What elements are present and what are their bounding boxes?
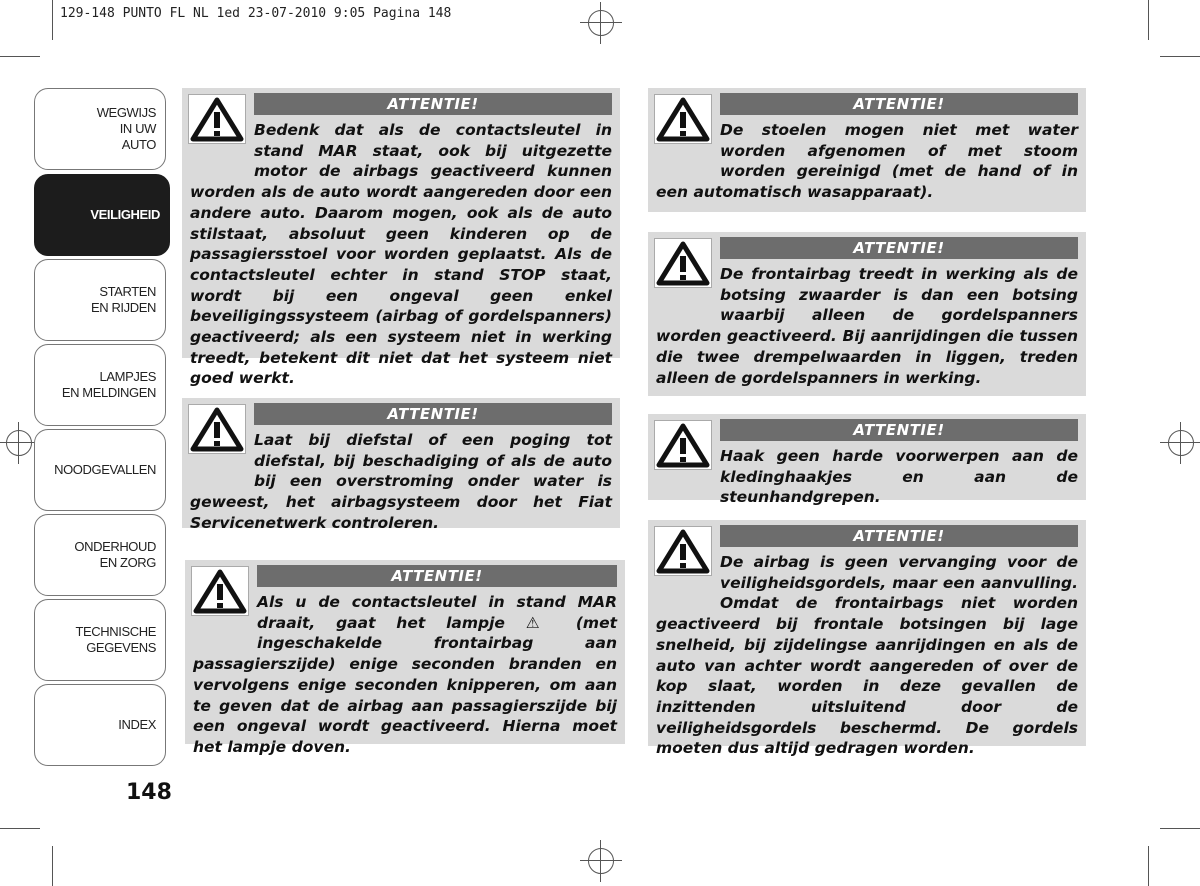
tab-onderhoud[interactable]: ONDERHOUD EN ZORG [34, 514, 166, 596]
warning-triangle-icon [188, 404, 246, 454]
warning-box [648, 232, 1086, 396]
warning-title: ATTENTIE! [257, 565, 617, 587]
warning-triangle-icon [654, 526, 712, 576]
tab-wegwijs[interactable]: WEGWIJS IN UW AUTO [34, 88, 166, 170]
registration-mark-icon [1168, 430, 1194, 456]
tab-starten[interactable]: STARTEN EN RIJDEN [34, 259, 166, 341]
tab-index[interactable]: INDEX [34, 684, 166, 766]
warning-box [182, 398, 620, 532]
warning-text: Als u de contactsleutel in stand MAR draait, gaat het lampje ⚠ (met ingeschakelde frontairbag aan passagierszijde) enige seconden branden en vervolgens enige seconden knipperen, om aan te geven dat de airbag aan passagierszijde bij een ongeval wordt geactiveerd. Hierna moet het lampje doven. [193, 593, 617, 756]
warning-box [185, 560, 625, 756]
warning-title: ATTENTIE! [720, 419, 1078, 441]
tab-lampjes[interactable]: LAMPJES EN MELDINGEN [34, 344, 166, 426]
warning-text: De airbag is geen vervanging voor de veiligheidsgordels, maar een aanvulling. Omdat de frontairbags niet worden geactiveerd bij frontale botsingen bij lage snelheid, bij zijdelingse aanrijdingen en als de auto van achter wordt aangereden of over de kop slaat, worden in deze gevallen de inzittenden uitsluitend door de veiligheidsgordels beschermd. De gordels moeten dus altijd gedragen worden. [656, 553, 1078, 758]
warning-triangle-icon [654, 420, 712, 470]
crop-mark [52, 0, 53, 40]
warning-text: De frontairbag treedt in werking als de botsing zwaarder is dan een botsing waarbij alleen de gordelspanners worden geactiveerd. Bij aanrijdingen die tussen die twee drempelwaarden in liggen, treden alleen de gordelspanners in werking. [656, 265, 1078, 387]
warning-triangle-icon [654, 94, 712, 144]
page-number: 148 [126, 780, 172, 805]
warning-box [648, 88, 1086, 212]
warning-text: Laat bij diefstal of een poging tot diefstal, bij beschadiging of als de auto bij een overstroming onder water is geweest, het airbagsysteem door het Fiat Servicenetwerk controleren. [190, 431, 612, 532]
warning-text: Haak geen harde voorwerpen aan de kledinghaakjes en aan de steunhandgrepen. [720, 447, 1078, 507]
crop-mark [52, 846, 53, 886]
warning-title: ATTENTIE! [720, 93, 1078, 115]
warning-text: De stoelen mogen niet met water worden afgenomen of met stoom worden gereinigd (met de hand of in een automatisch wasapparaat). [656, 121, 1078, 202]
warning-box [648, 520, 1086, 758]
crop-mark [1148, 0, 1149, 40]
crop-mark [1148, 846, 1149, 886]
tab-noodgevallen[interactable]: NOODGEVALLEN [34, 429, 166, 511]
registration-mark-icon [588, 848, 614, 874]
warning-triangle-icon [191, 566, 249, 616]
warning-title: ATTENTIE! [720, 525, 1078, 547]
crop-mark [1160, 56, 1200, 57]
tab-technische[interactable]: TECHNISCHE GEGEVENS [34, 599, 166, 681]
crop-mark [0, 828, 40, 829]
warning-title: ATTENTIE! [720, 237, 1078, 259]
warning-text: Bedenk dat als de contactsleutel in stand MAR staat, ook bij uitgezette motor de airbags geactiveerd kunnen worden als de auto wordt aangereden door een andere auto. Daarom mogen, ook als de auto stilstaat, absoluut geen kinderen op de passagiersstoel voor worden geplaatst. Als de contactsleutel echter in stand STOP staat, wordt bij een ongeval geen enkel beveiligingssysteem (airbag of gordelspanners) geactiveerd; als een systeem niet in werking treedt, betekent dit niet dat het systeem niet goed werkt. [190, 121, 612, 388]
warning-triangle-icon [654, 238, 712, 288]
print-header: 129-148 PUNTO FL NL 1ed 23-07-2010 9:05 Pagina 148 [60, 6, 452, 21]
crop-mark [1160, 828, 1200, 829]
registration-mark-icon [6, 430, 32, 456]
warning-title: ATTENTIE! [254, 403, 612, 425]
warning-box [648, 414, 1086, 507]
warning-triangle-icon [188, 94, 246, 144]
tab-veiligheid[interactable]: VEILIGHEID [34, 174, 170, 256]
registration-mark-icon [588, 10, 614, 36]
warning-title: ATTENTIE! [254, 93, 612, 115]
crop-mark [0, 56, 40, 57]
warning-box [182, 88, 620, 388]
